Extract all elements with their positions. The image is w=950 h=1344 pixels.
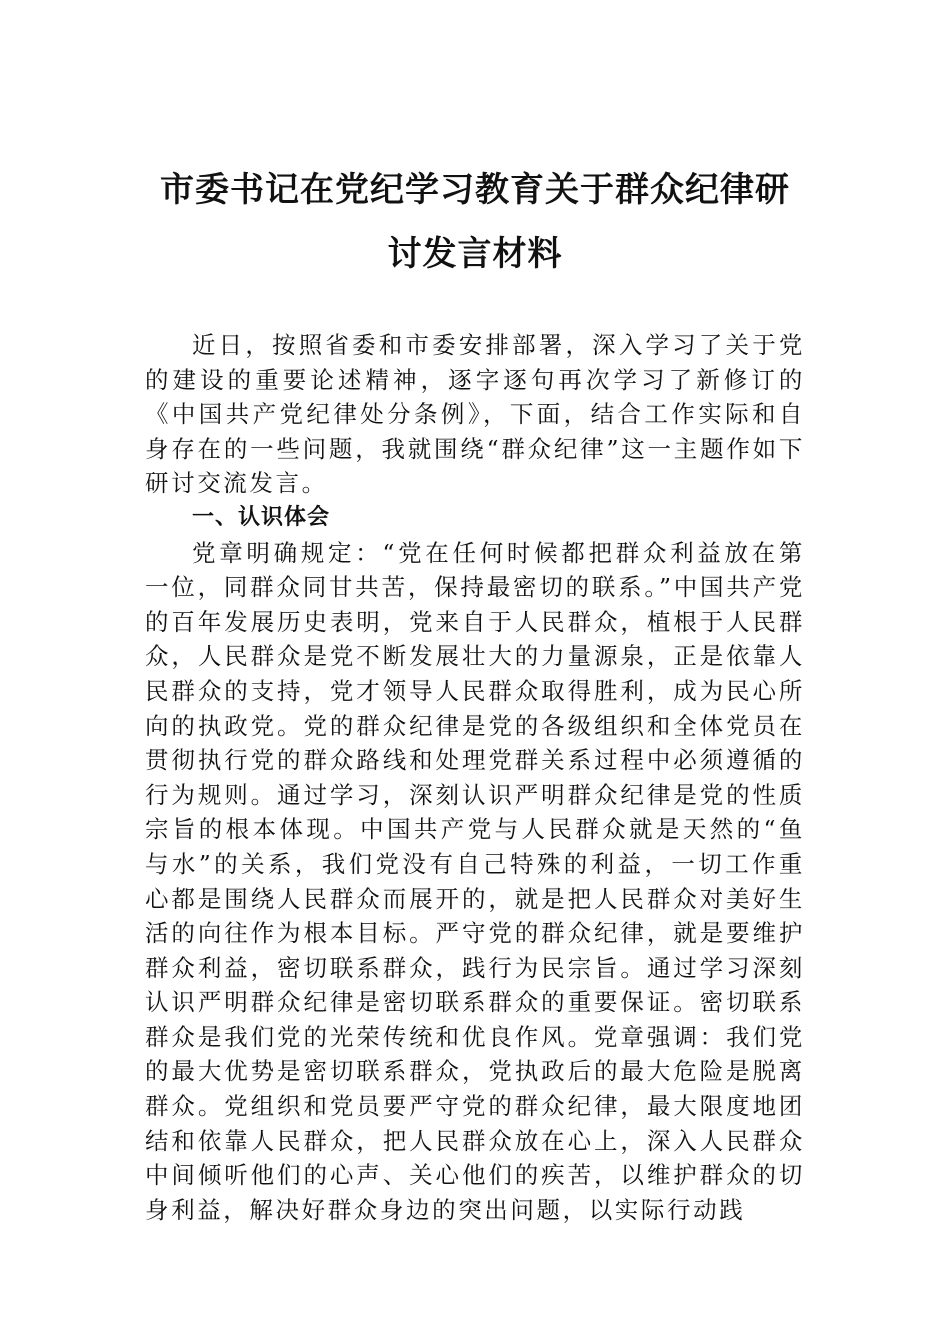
document-body (145, 328, 805, 1227)
title-line-2: 讨发言材料 (387, 234, 563, 274)
section-heading: 一、认识体会 (192, 504, 331, 530)
section-paragraph: 党章明确规定：“党在任何时候都把群众利益放在第一位，同群众同甘共苦，保持最密切的联系。”中国共产党的百年发展历史表明，党来自于人民群众，植根于人民群众，人民群众是党不断发展壮大的力量源泉，正是依靠人民群众的支持，党才领导人民群众取得胜利，成为民心所向的执政党。党的群众纪律是党的各级组织和全体党员在贯彻执行党的群众路线和处理党群关系过程中必须遵循的行为规则。通过学习，深刻认识严明群众纪律是党的性质宗旨的根本体现。中国共产党与人民群众就是天然的“鱼与水”的关系，我们党没有自己特殊的利益，一切工作重心都是围绕人民群众而展开的，就是把人民群众对美好生活的向往作为根本目标。严守党的群众纪律，就是要维护群众利益，密切联系群众，践行为民宗旨。通过学习深刻认识严明群众纪律是密切联系群众的重要保证。密切联系群众是我们党的光荣传统和优良作风。党章强调：我们党的最大优势是密切联系群众，党执政后的最大危险是脱离群众。党组织和党员要严守党的群众纪律，最大限度地团结和依靠人民群众，把人民群众放在心上，深入人民群众中间倾听他们的心声、关心他们的疾苦，以维护群众的切身利益，解决好群众身边的突出问题，以实际行动践 (145, 538, 805, 1224)
document-title (140, 158, 810, 286)
title-line-1: 市委书记在党纪学习教育关于群众纪律研 (160, 170, 790, 210)
intro-paragraph: 近日，按照省委和市委安排部署，深入学习了关于党的建设的重要论述精神，逐字逐句再次学习了新修订的《中国共产党纪律处分条例》，下面，结合工作实际和自身存在的一些问题，我就围绕“群众纪律”这一主题作如下研讨交流发言。 (145, 331, 805, 498)
